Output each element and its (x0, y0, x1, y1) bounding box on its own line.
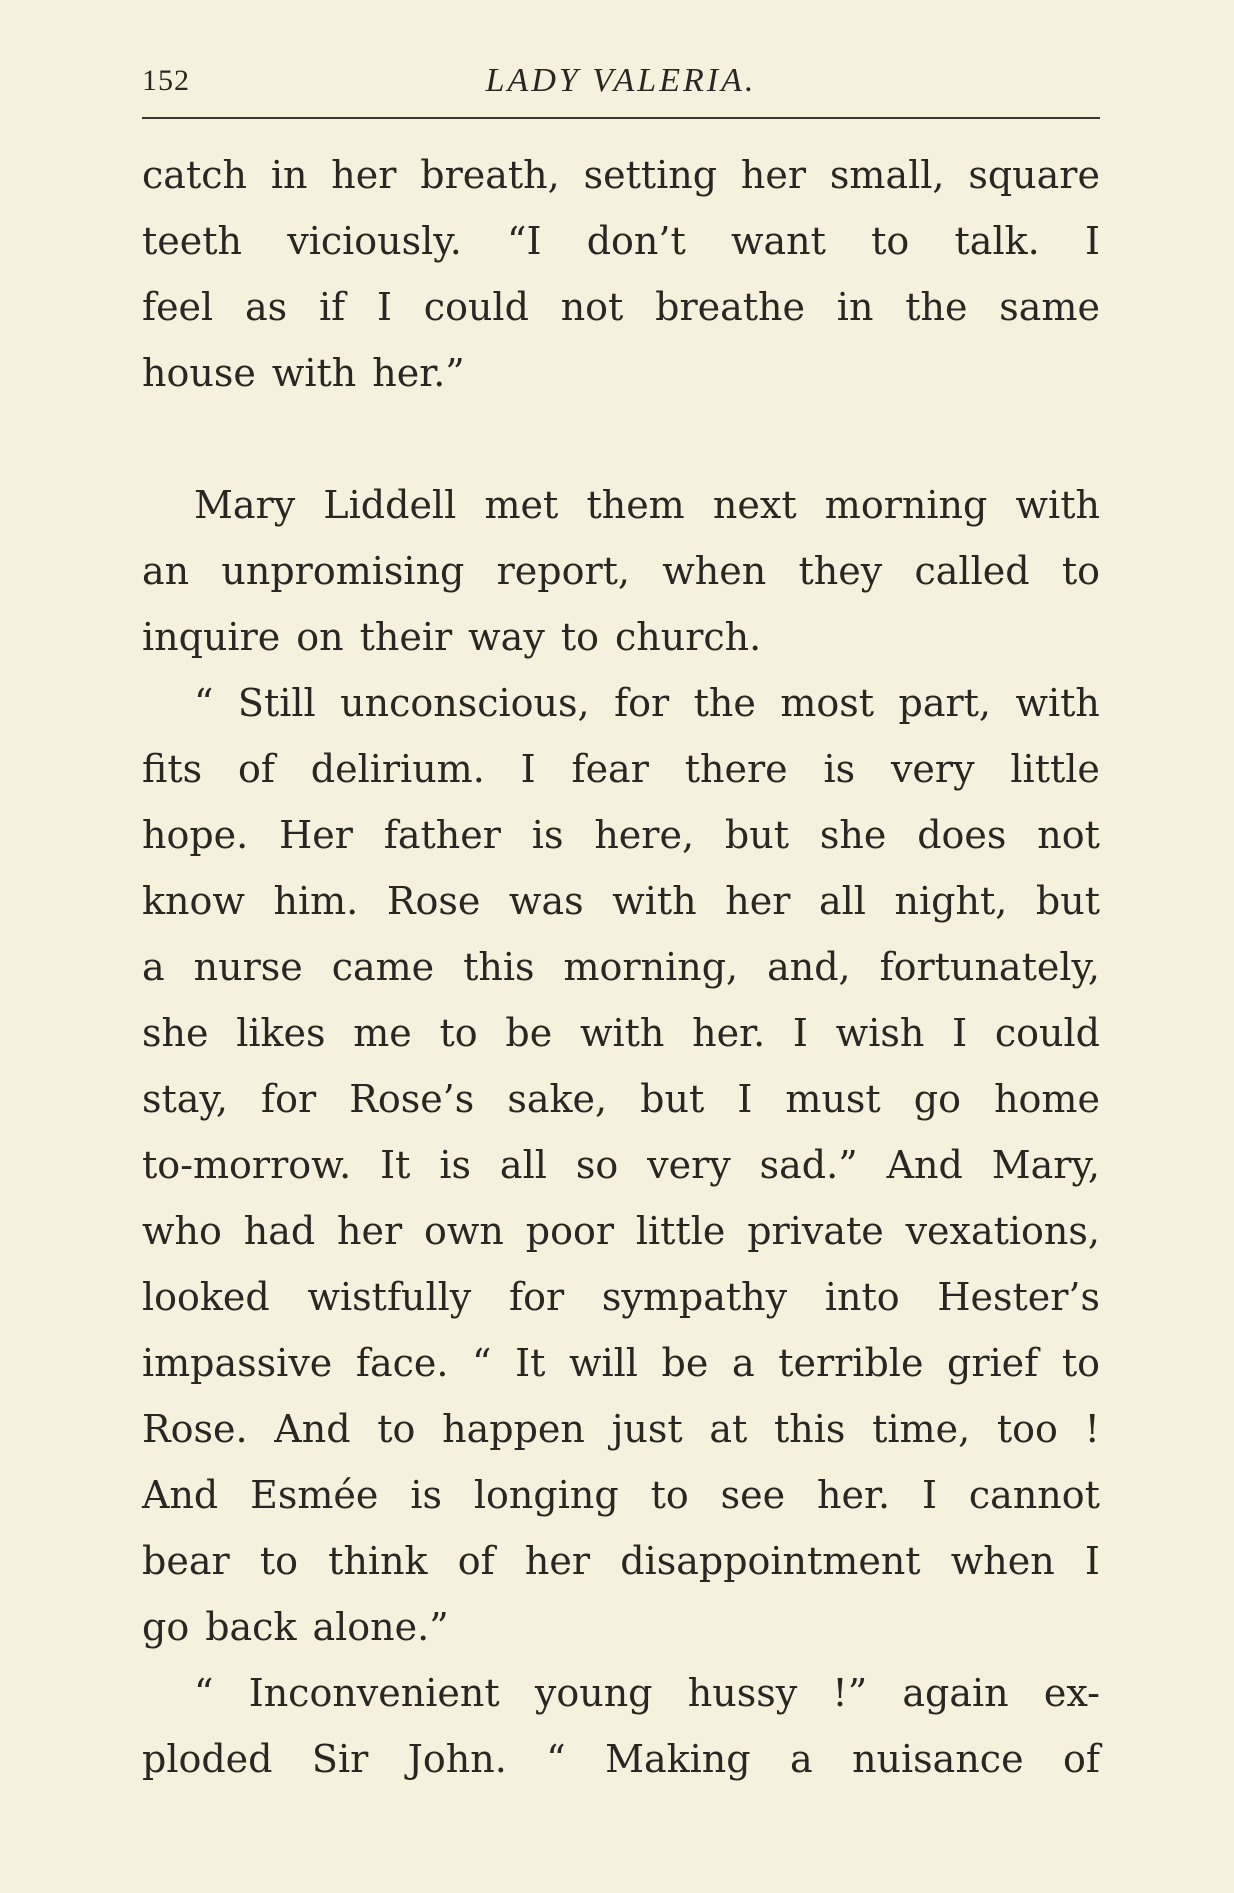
word: breath, (420, 153, 560, 197)
word: impassive (142, 1341, 333, 1385)
text-line (142, 1000, 1100, 1066)
word: so (575, 1143, 619, 1187)
word: to (560, 615, 599, 659)
word: very (890, 747, 975, 791)
text-line (142, 1198, 1100, 1264)
word: me (353, 1011, 412, 1055)
word: with (1015, 681, 1100, 725)
word: Her (279, 813, 353, 857)
word: inquire (142, 615, 281, 659)
word: feel (142, 285, 214, 329)
text-line (142, 1264, 1100, 1330)
word: own (424, 1209, 504, 1253)
word: all (818, 879, 866, 923)
word: met (484, 483, 559, 527)
word: sympathy (601, 1275, 788, 1319)
word: Rose (386, 879, 481, 923)
word: Rose’s (349, 1077, 475, 1121)
word: breathe (655, 285, 805, 329)
word: who (142, 1209, 222, 1253)
word: nuisance (852, 1737, 1024, 1781)
text-line (142, 1132, 1100, 1198)
word: morning (824, 483, 988, 527)
word: him. (273, 879, 359, 923)
word: I (1084, 1539, 1100, 1583)
word: think (328, 1539, 428, 1583)
text-line (142, 1066, 1100, 1132)
word: hope. (142, 813, 249, 857)
word: night, (894, 879, 1008, 923)
word: face. (355, 1341, 449, 1385)
word: private (747, 1209, 884, 1253)
word: but (640, 1077, 705, 1121)
word: next (712, 483, 797, 527)
text-line (142, 802, 1100, 868)
word: to (259, 1539, 298, 1583)
word: was (508, 879, 584, 923)
text-line (142, 670, 1100, 736)
word: report, (496, 549, 631, 593)
word: !” (832, 1671, 868, 1715)
word: as (245, 285, 288, 329)
word: in (836, 285, 874, 329)
word: Inconvenient (248, 1671, 500, 1715)
word: called (914, 549, 1030, 593)
word: “ (546, 1737, 566, 1781)
word: stay, (142, 1077, 228, 1121)
word: square (968, 153, 1100, 197)
word: I (520, 747, 536, 791)
word: John. (407, 1737, 507, 1781)
word: an (142, 549, 190, 593)
word: Rose. (142, 1407, 248, 1451)
word: her. (817, 1473, 891, 1517)
word: just (611, 1407, 683, 1451)
text-line (142, 736, 1100, 802)
text-line (142, 1726, 1100, 1792)
text-line (142, 868, 1100, 934)
word: to (650, 1473, 689, 1517)
word: teeth (142, 219, 242, 263)
word: but (724, 813, 789, 857)
text-line (142, 340, 1100, 406)
word: her (740, 153, 807, 197)
word: same (999, 285, 1100, 329)
word: “ (194, 681, 214, 725)
word: they (798, 549, 883, 593)
text-line (142, 538, 1100, 604)
word: viciously. (287, 219, 462, 263)
word: delirium. (310, 747, 485, 791)
word: looked (142, 1275, 270, 1319)
word: in (270, 153, 308, 197)
word: could (423, 285, 529, 329)
word: with (579, 1011, 665, 1055)
text-line (142, 934, 1100, 1000)
word: sake, (507, 1077, 608, 1121)
word: Mary (194, 483, 296, 527)
word: nurse (193, 945, 303, 989)
word: her (524, 1539, 591, 1583)
text-line (142, 472, 1100, 538)
word: on (296, 615, 344, 659)
word: I (376, 285, 392, 329)
word: likes (236, 1011, 326, 1055)
word: could (994, 1011, 1100, 1055)
word: is (439, 1143, 471, 1187)
text-line (142, 1330, 1100, 1396)
word: “ (472, 1341, 492, 1385)
word: father (383, 813, 501, 857)
word: with (271, 351, 357, 395)
word: her (725, 879, 791, 923)
word: catch (142, 153, 247, 197)
word: little (1010, 747, 1100, 791)
word: home (994, 1077, 1100, 1121)
header-rule (142, 117, 1100, 119)
word: here, (594, 813, 695, 857)
word: this (774, 1407, 846, 1451)
word: house (142, 351, 256, 395)
word: back (205, 1605, 297, 1649)
word: will (568, 1341, 638, 1385)
word: for (509, 1275, 565, 1319)
word: but (1035, 879, 1100, 923)
word: “I (507, 219, 542, 263)
word: the (693, 681, 756, 725)
word: sad.” (759, 1143, 858, 1187)
text-line (142, 1396, 1100, 1462)
word: know (142, 879, 245, 923)
word: bear (142, 1539, 230, 1583)
word: them (586, 483, 685, 527)
word: must (785, 1077, 881, 1121)
word: she (819, 813, 887, 857)
word: with (612, 879, 697, 923)
word: see (720, 1473, 786, 1517)
text-line (142, 208, 1100, 274)
word: Esmée (250, 1473, 379, 1517)
word: to (377, 1407, 416, 1451)
word: Sir (311, 1737, 369, 1781)
word: does (917, 813, 1007, 857)
word: vexations, (905, 1209, 1100, 1253)
word: don’t (586, 219, 686, 263)
word: to (871, 219, 910, 263)
word: when (950, 1539, 1055, 1583)
word: of (237, 747, 275, 791)
page-number: 152 (142, 64, 190, 97)
word: her (331, 153, 397, 197)
word: I (792, 1011, 808, 1055)
word: very (647, 1143, 731, 1187)
word: fortunately, (879, 945, 1100, 989)
word: It (515, 1341, 546, 1385)
word: had (243, 1209, 316, 1253)
word: a (790, 1737, 813, 1781)
word: disappointment (620, 1539, 921, 1583)
word: go (142, 1605, 190, 1649)
word: morning, (563, 945, 739, 989)
word: all (499, 1143, 547, 1187)
word: if (318, 285, 346, 329)
text-line (142, 1594, 1100, 1660)
word: longing (473, 1473, 619, 1517)
word: not (560, 285, 624, 329)
word: way (468, 615, 545, 659)
word: I (737, 1077, 753, 1121)
word: into (824, 1275, 900, 1319)
word: too (996, 1407, 1058, 1451)
word: a (731, 1341, 755, 1385)
word: of (457, 1539, 495, 1583)
word: alone.” (312, 1605, 449, 1649)
word: came (331, 945, 435, 989)
word: at (709, 1407, 748, 1451)
word: for (261, 1077, 317, 1121)
word: when (662, 549, 767, 593)
word: there (684, 747, 788, 791)
word: “ (194, 1671, 214, 1715)
body-text (142, 142, 1100, 1792)
word: a (142, 945, 165, 989)
word: And (274, 1407, 351, 1451)
word: want (730, 219, 826, 263)
word: to (1061, 549, 1100, 593)
word: her.” (372, 351, 465, 395)
word: unconscious, (340, 681, 590, 725)
word: Hester’s (937, 1275, 1100, 1319)
word: young (534, 1671, 653, 1715)
word: small, (829, 153, 945, 197)
text-line (142, 604, 1100, 670)
word: this (463, 945, 535, 989)
word: be (505, 1011, 553, 1055)
word: her (337, 1209, 403, 1253)
text-line (142, 142, 1100, 208)
word: happen (442, 1407, 585, 1451)
word: It (380, 1143, 411, 1187)
word: is (410, 1473, 442, 1517)
text-line (142, 1528, 1100, 1594)
word: talk. (954, 219, 1040, 263)
word: is (823, 747, 856, 791)
word: setting (583, 153, 718, 197)
word: little (635, 1209, 726, 1253)
word: for (614, 681, 670, 725)
running-title: LADY VALERIA. (485, 62, 757, 99)
word: Making (605, 1737, 751, 1781)
word: to-morrow. (142, 1143, 352, 1187)
word: Liddell (323, 483, 457, 527)
word: their (359, 615, 453, 659)
word: ! (1084, 1407, 1100, 1451)
word: most (780, 681, 875, 725)
word: I (921, 1473, 937, 1517)
word: Mary, (991, 1143, 1100, 1187)
word: with (1015, 483, 1100, 527)
word: hussy (687, 1671, 798, 1715)
word: fear (571, 747, 649, 791)
word: go (913, 1077, 961, 1121)
word: grief (947, 1341, 1039, 1385)
word: and, (767, 945, 851, 989)
word: to (439, 1011, 478, 1055)
word: is (531, 813, 564, 857)
word: ploded (142, 1737, 273, 1781)
word: wistfully (307, 1275, 472, 1319)
page-header (142, 62, 1100, 112)
word: I (1084, 219, 1100, 263)
word: to (1061, 1341, 1100, 1385)
word: terrible (778, 1341, 924, 1385)
word: church. (614, 615, 762, 659)
word: be (661, 1341, 709, 1385)
word: she (142, 1011, 209, 1055)
word: the (905, 285, 968, 329)
word: unpromising (221, 549, 465, 593)
word: her. (692, 1011, 766, 1055)
word: part, (898, 681, 991, 725)
text-line (142, 1462, 1100, 1528)
word: Still (237, 681, 316, 725)
word: And (886, 1143, 963, 1187)
word: I (952, 1011, 968, 1055)
word: wish (835, 1011, 925, 1055)
word: of (1063, 1737, 1100, 1781)
word: not (1037, 813, 1100, 857)
text-line (142, 274, 1100, 340)
word: poor (525, 1209, 615, 1253)
word: ex- (1043, 1671, 1100, 1715)
word: cannot (968, 1473, 1100, 1517)
word: And (142, 1473, 219, 1517)
word: fits (142, 747, 203, 791)
text-line (142, 1660, 1100, 1726)
word: again (902, 1671, 1009, 1715)
word: time, (872, 1407, 971, 1451)
